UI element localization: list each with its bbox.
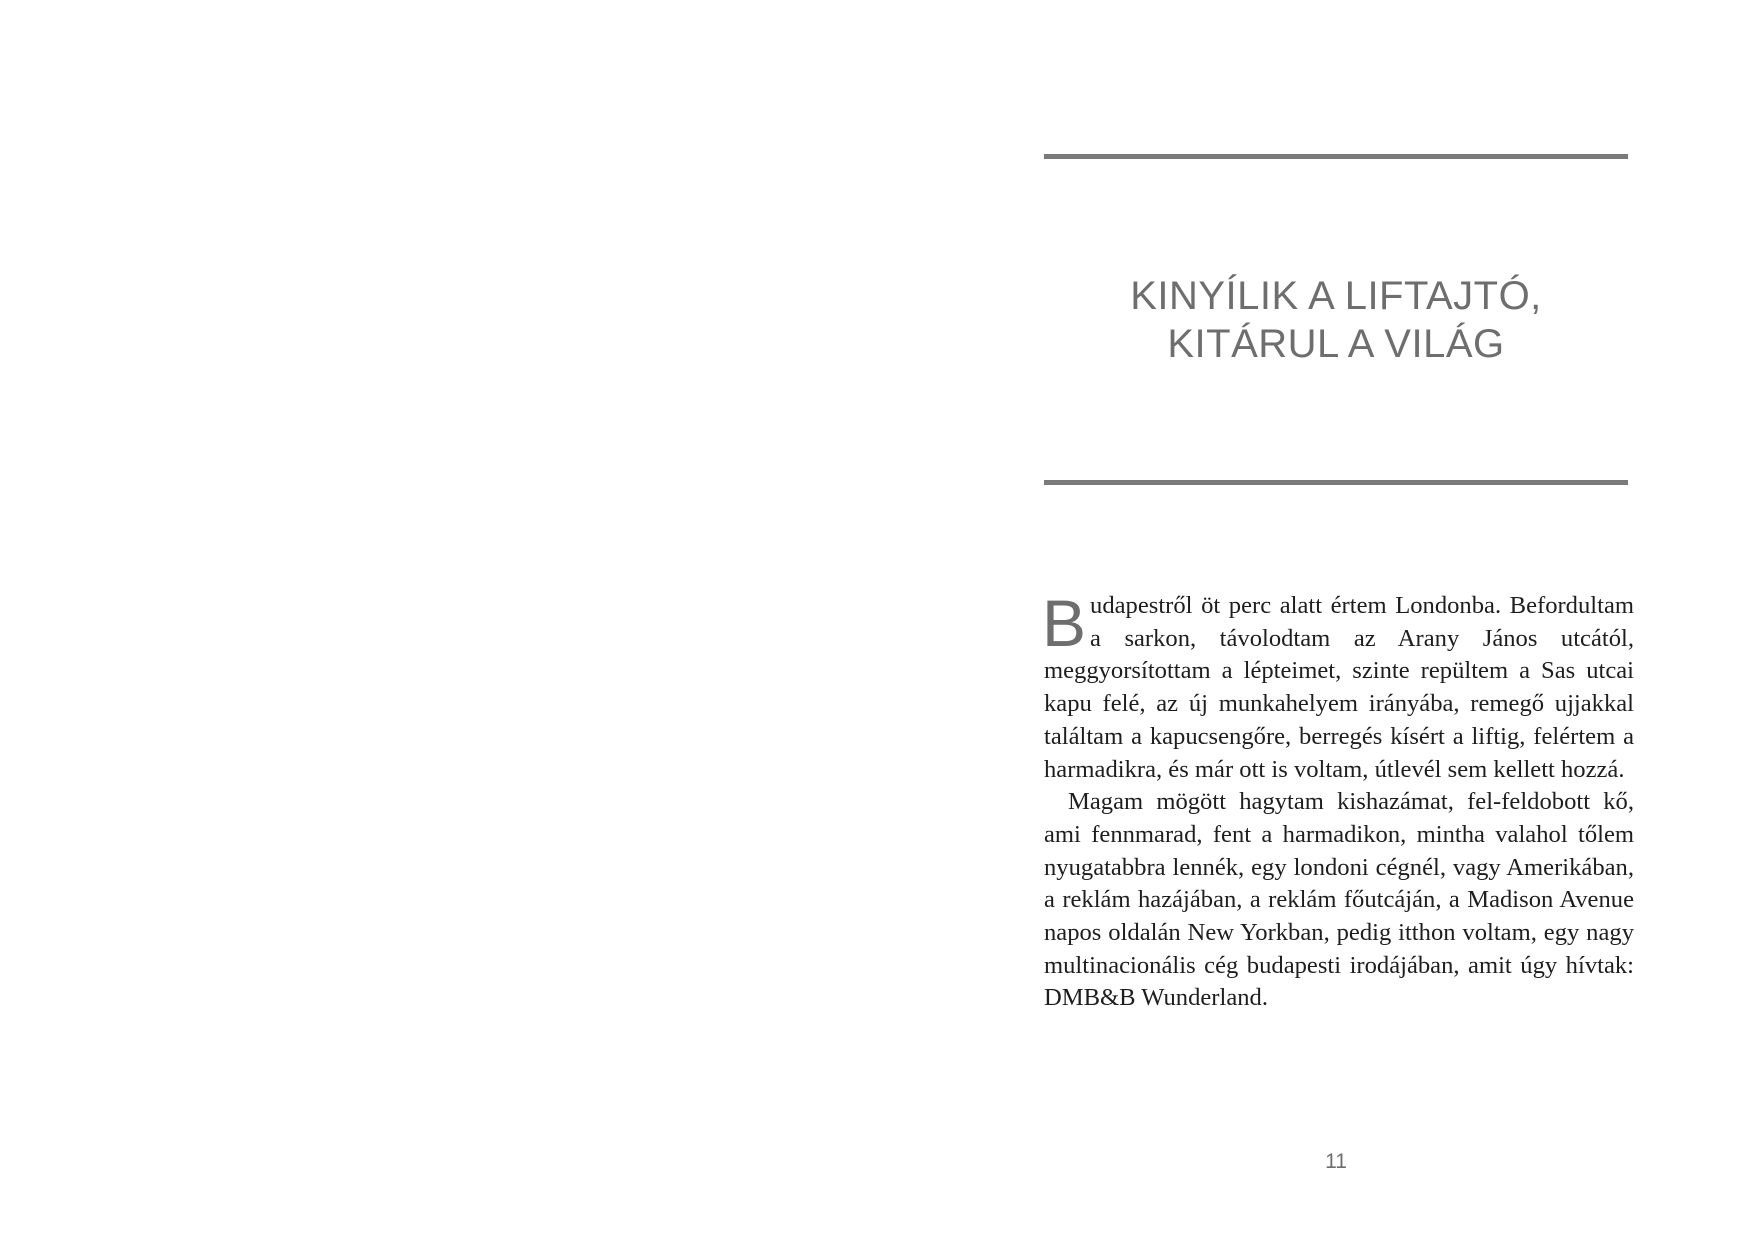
paragraph-1: [1042, 586, 1634, 786]
left-page-blank: [0, 0, 874, 1241]
paragraph-1-text: udapestről öt perc alatt értem Londonba. Befordultam a sarkon, távolodtam az Arany János utcától, meggyorsítottam a lépteimet, szinte repültem a Sas utcai kapu felé, az új munkahelyem irányába, remegő ujjakkal találtam a kapucsengőre, berregés kísért a liftig, felértem a harmadikra, és már ott is voltam, útlevél sem kellett hozzá.: [1044, 592, 1634, 783]
page-number: 11: [1325, 1150, 1347, 1173]
chapter-body: [1042, 586, 1634, 1015]
chapter-title-line-1: KINYÍLIK A LIFTAJTÓ,: [1130, 274, 1542, 318]
drop-cap: B: [1042, 586, 1087, 660]
paragraph-2: Magam mögött hagytam kishazámat, fel-feldobott kő, ami fennmarad, fent a harmadikon, mintha valahol tőlem nyugatabbra lennék, egy londoni cégnél, vagy Amerikában, a reklám hazájában, a reklám főutcáján, a Madison Avenue napos oldalán New Yorkban, pedig itthon voltam, egy nagy multinacionális cég budapesti irodájában, amit úgy hívtak: DMB&B Wunderland.: [1044, 788, 1634, 1012]
chapter-title: [1044, 272, 1628, 368]
chapter-title-line-2: KITÁRUL A VILÁG: [1167, 322, 1505, 366]
bottom-rule: [1044, 480, 1628, 485]
top-rule: [1044, 154, 1628, 159]
